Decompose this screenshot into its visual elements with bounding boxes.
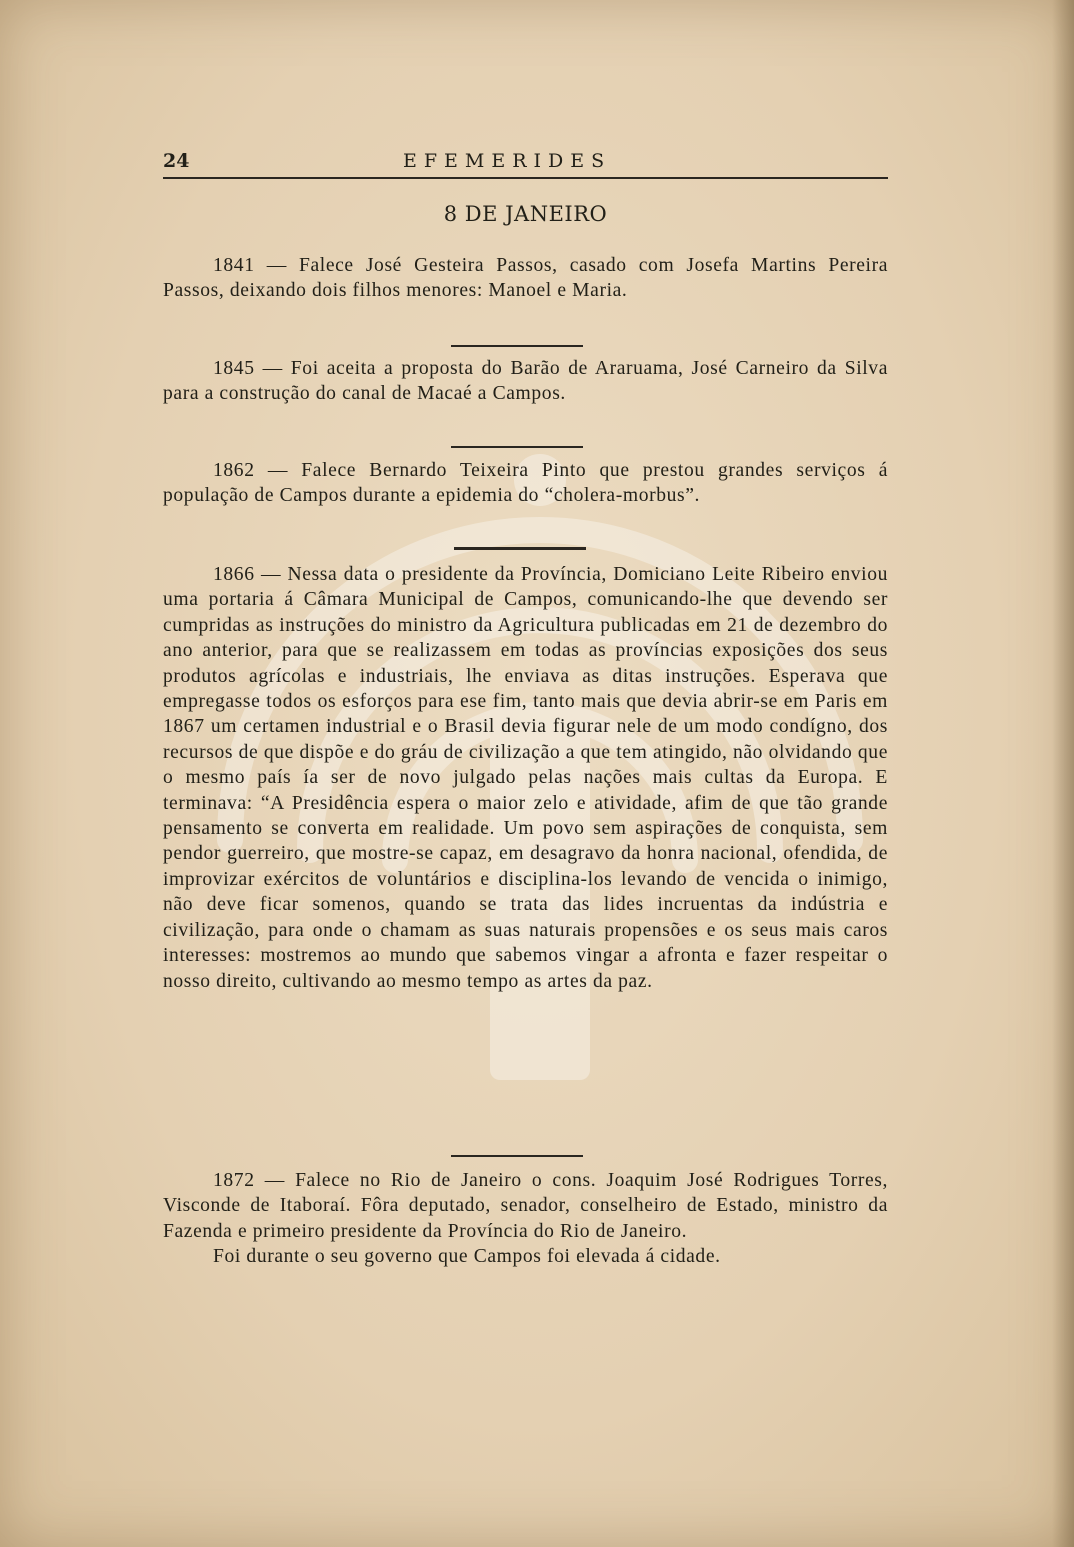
page-number: 24 bbox=[163, 150, 190, 172]
entry-paragraph: 1841 — Falece José Gesteira Passos, casado com Josefa Martins Pereira Passos, deixando dois filhos menores: Manoel e Maria. bbox=[163, 255, 888, 302]
entry-1866 bbox=[163, 562, 888, 994]
entry-paragraph: 1862 — Falece Bernardo Teixeira Pinto que prestou grandes serviços á população de Campos durante a epidemia do “cholera-morbus”. bbox=[163, 460, 888, 507]
entry-1845 bbox=[163, 356, 888, 407]
header-rule bbox=[163, 177, 888, 179]
separator-rule bbox=[451, 345, 583, 347]
page-edge-shadow bbox=[1052, 0, 1074, 1547]
entry-paragraph: 1866 — Nessa data o presidente da Província, Domiciano Leite Ribeiro enviou uma portaria á Câmara Municipal de Campos, comunicando-lhe que devendo ser cumpridas as instruções do ministro da Agricultura publicadas em 21 de dezembro do ano anterior, para que se realizassem em todas as províncias exposições dos seus produtos agrícolas e industriais, lhe enviava as ditas instruções. Esperava que empregasse todos os esforços para ese fim, tanto mais que devia abrir-se em Paris em 1867 um certamen industrial e o Brasil devia figurar nele de um modo condígno, dos recursos de que dispõe e do gráu de civilização a que tem atingido, não olvidando que o mesmo país ía ser de novo julgado pelas nações mais cultas da Europa. E terminava: “A Presidência espera o maior zelo e atividade, afim de que tão grande pensamento se converta em realidade. Um povo sem aspirações de conquista, sem pendor guerreiro, que mostre-se capaz, em desagravo da honra nacional, ofendida, de improvizar exércitos de voluntários e disciplina-los levando de vencida o inimigo, não deve ficar somenos, quando se trata das lides incruentas da indústria e civilização, para onde o chamam as suas naturais propensões e os seus mais caros interesses: mostremos ao mundo que sabemos vingar a afronta e fazer respeitar o nosso direito, cultivando ao mesmo tempo as artes da paz. bbox=[163, 564, 888, 992]
entry-paragraph: Foi durante o seu governo que Campos foi elevada á cidade. bbox=[213, 1246, 721, 1268]
entry-paragraph: 1872 — Falece no Rio de Janeiro o cons. Joaquim José Rodrigues Torres, Visconde de Itaboraí. Fôra deputado, senador, conselheiro de Estado, ministro da Fazenda e primeiro presidente da Província do Rio de Janeiro. bbox=[163, 1170, 888, 1242]
separator-rule bbox=[451, 446, 583, 448]
entry-1862 bbox=[163, 458, 888, 509]
date-heading: 8 DE JANEIRO bbox=[443, 202, 608, 226]
separator-rule bbox=[451, 1155, 583, 1157]
book-title: EFEMERIDES bbox=[403, 150, 612, 172]
entry-1872 bbox=[163, 1168, 888, 1270]
separator-rule bbox=[454, 547, 586, 550]
running-head bbox=[163, 146, 891, 178]
entry-1841 bbox=[163, 253, 888, 304]
entry-paragraph: 1845 — Foi aceita a proposta do Barão de Araruama, José Carneiro da Silva para a construção do canal de Macaé a Campos. bbox=[163, 358, 888, 405]
